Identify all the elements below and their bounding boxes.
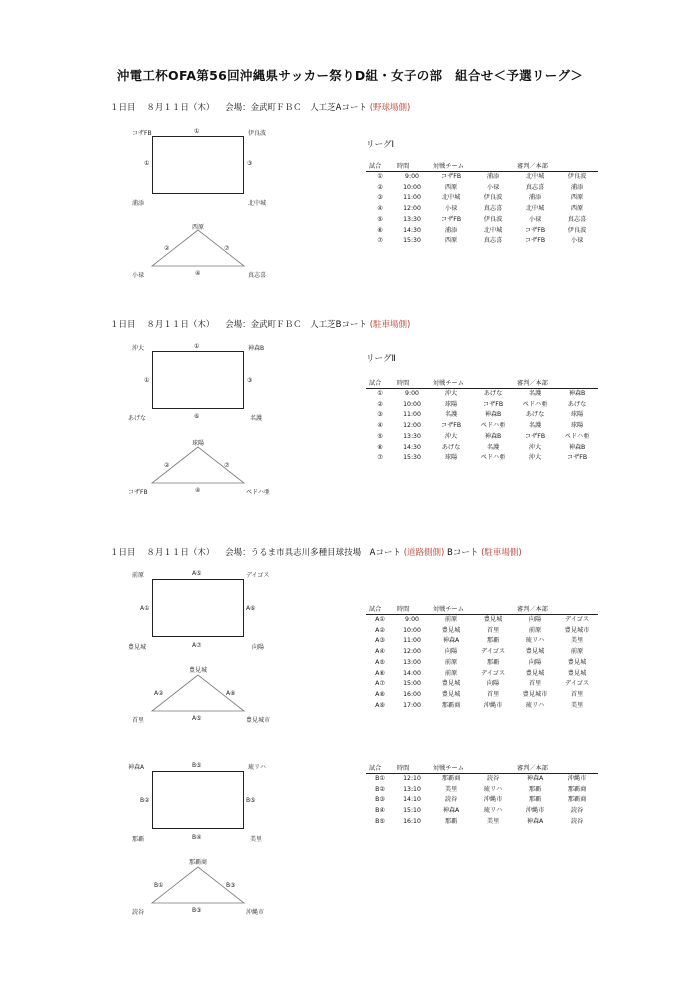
field-corner-br: 北中城 bbox=[248, 200, 267, 207]
field-corner-tr: 伊良波 bbox=[248, 130, 267, 137]
triangle-apex: 那覇商 bbox=[189, 859, 208, 866]
field-corner-br: 美里 bbox=[250, 836, 263, 843]
table-row: A③ 11:00 神森A 那覇 琉リハ 美里 bbox=[375, 637, 584, 645]
field-corner-tl: 神森A bbox=[128, 764, 145, 771]
col-teams: 対戦チーム bbox=[430, 762, 472, 774]
table-row: A⑨ 17:00 那覇商 沖縄市 琉リハ 美里 bbox=[375, 701, 584, 709]
triangle-corner-bl: コザFB bbox=[128, 489, 148, 496]
table-row: A⑧ 16:00 豊見城 首里 豊見城市 首里 bbox=[375, 690, 584, 698]
triangle-edge-left: ② bbox=[164, 245, 170, 252]
triangle-corner-br: 真志喜 bbox=[248, 272, 267, 279]
table-row: A⑥ 14:00 前原 デイゴス 豊見城 豊見城 bbox=[375, 669, 587, 677]
triangle-corner-br: 沖縄市 bbox=[246, 909, 265, 916]
field-edge-top: ① bbox=[194, 128, 200, 135]
triangle-edge-left: ② bbox=[164, 462, 170, 469]
table-row: ④ 12:00 小禄 真志喜 北中城 西原 bbox=[377, 205, 584, 213]
field-box bbox=[152, 136, 244, 194]
table-row: A④ 12:00 向陽 デイゴス 豊見城 前原 bbox=[375, 648, 584, 656]
schedule-table bbox=[366, 603, 598, 711]
date-label: ８月１１日（木） bbox=[146, 320, 215, 330]
triangle-edge-left: B① bbox=[154, 882, 164, 889]
venue-label: 会場：うるま市具志川多種目球技場 Aコート bbox=[225, 548, 401, 558]
venue-label: 会場：金武町ＦＢＣ 人工芝Bコート bbox=[225, 320, 367, 330]
col-time: 時間 bbox=[394, 160, 430, 172]
field-edge-bottom: ⑥ bbox=[194, 413, 200, 420]
date-label: ８月１１日（木） bbox=[146, 103, 215, 113]
field-corner-tl: 前原 bbox=[132, 572, 145, 579]
triangle-edge-bottom: ④ bbox=[195, 487, 201, 494]
field-edge-left: ① bbox=[144, 160, 150, 167]
triangle-corner-bl: 読谷 bbox=[132, 909, 145, 916]
field-box bbox=[152, 579, 244, 637]
section-1-header bbox=[110, 101, 410, 113]
table-row: ⑤ 13:30 沖大 神森B コザFB ペドハ亜 bbox=[377, 432, 590, 440]
col-referee: 審判／本部 bbox=[514, 377, 556, 389]
col-match: 試合 bbox=[366, 160, 394, 172]
venue-extra: Bコート bbox=[447, 548, 479, 558]
col-teams: 対戦チーム bbox=[430, 160, 472, 172]
date-label: ８月１１日（木） bbox=[146, 548, 215, 558]
field-edge-top: B⑤ bbox=[192, 762, 202, 769]
triangle-edge-right: ⑦ bbox=[224, 462, 230, 469]
field-edge-left: A① bbox=[140, 605, 150, 612]
triangle-edge-right: ⑦ bbox=[224, 245, 230, 252]
schedule-table bbox=[366, 377, 598, 464]
field-corner-bl: 豊見城 bbox=[128, 644, 147, 651]
triangle-edge-bottom: B③ bbox=[192, 907, 202, 914]
table-row: B④ 15:10 神森A 琉リハ 沖縄市 読谷 bbox=[375, 807, 584, 815]
table-row: ③ 11:00 北中城 伊良波 浦添 西原 bbox=[377, 194, 584, 202]
col-teams: 対戦チーム bbox=[430, 377, 472, 389]
table-row: A① 9:00 前原 豊見城 向陽 デイゴス bbox=[375, 616, 590, 623]
section-2-header bbox=[110, 318, 410, 330]
venue-note: (駐車場側) bbox=[369, 320, 411, 330]
triangle-edge-bottom: ④ bbox=[195, 270, 201, 277]
table-row: B⑤ 16:10 那覇 美里 神森A 読谷 bbox=[375, 817, 584, 825]
triangle-edge-bottom: A⑤ bbox=[192, 715, 202, 722]
field-corner-bl: 浦添 bbox=[132, 200, 145, 207]
league-title: リーグⅠ bbox=[366, 140, 395, 150]
table-row: ④ 12:00 コザFB ペドハ亜 名護 球陽 bbox=[377, 422, 584, 430]
venue-label: 会場：金武町ＦＢＣ 人工芝Aコート bbox=[225, 103, 367, 113]
triangle-edge-left: A② bbox=[154, 690, 164, 697]
day-label: １日目 bbox=[110, 103, 136, 113]
col-match: 試合 bbox=[366, 603, 394, 615]
field-corner-tl: コザFB bbox=[132, 130, 152, 137]
table-row: A⑤ 13:00 前原 那覇 向陽 豊見城 bbox=[375, 658, 587, 666]
field-edge-top: A⑤ bbox=[192, 570, 202, 577]
col-teams: 対戦チーム bbox=[430, 603, 472, 615]
field-edge-bottom: B④ bbox=[192, 834, 202, 841]
field-edge-right: ③ bbox=[247, 377, 253, 384]
venue-note: (野球場側) bbox=[369, 103, 411, 113]
triangle-edge-right: B③ bbox=[226, 882, 236, 889]
triangle-edge-right: A⑧ bbox=[226, 690, 236, 697]
day-label: １日目 bbox=[110, 320, 136, 330]
field-edge-top: ① bbox=[194, 343, 200, 350]
triangle-apex: 豊見城 bbox=[189, 667, 208, 674]
col-referee: 審判／本部 bbox=[514, 603, 556, 615]
triangle-corner-bl: 首里 bbox=[132, 717, 145, 724]
table-row: ① 9:00 沖大 あげな 名護 神森B bbox=[377, 390, 586, 397]
field-corner-tl: 沖大 bbox=[132, 345, 145, 352]
table-row: ⑥ 14:30 浦添 北中城 コザFB 伊良波 bbox=[377, 226, 587, 234]
field-corner-bl: あげな bbox=[128, 415, 147, 422]
table-row: ⑦ 15:30 西原 真志喜 コザFB 小禄 bbox=[377, 237, 584, 245]
col-time: 時間 bbox=[394, 762, 430, 774]
field-edge-right: ③ bbox=[247, 160, 253, 167]
field-corner-tr: 神森B bbox=[248, 345, 265, 352]
table-row: B② 13:10 美里 琉リハ 那覇 那覇商 bbox=[375, 785, 587, 793]
day-label: １日目 bbox=[110, 548, 136, 558]
venue-note: (道路側側) bbox=[403, 548, 445, 558]
page-title: 沖電工杯OFA第56回沖縄県サッカー祭りD組・女子の部 組合せ＜予選リーグ＞ bbox=[116, 68, 584, 83]
venue-note-2: (駐車場側) bbox=[481, 548, 522, 558]
table-row: B① 12:10 那覇商 読谷 神森A 沖縄市 bbox=[375, 775, 587, 782]
triangle-corner-bl: 小禄 bbox=[132, 272, 145, 279]
field-edge-right: B⑤ bbox=[246, 797, 256, 804]
field-edge-right: A⑥ bbox=[246, 605, 256, 612]
field-edge-bottom: A⑦ bbox=[192, 642, 202, 649]
field-corner-tr: 琉リハ bbox=[248, 764, 266, 771]
col-referee: 審判／本部 bbox=[514, 762, 556, 774]
table-row: ③ 11:00 名護 神森B あげな 球陽 bbox=[377, 411, 584, 419]
table-row: A⑦ 15:00 豊見城 向陽 首里 デイゴス bbox=[375, 680, 590, 688]
field-edge-left: B② bbox=[140, 797, 150, 804]
field-corner-br: 名護 bbox=[250, 415, 263, 422]
section-3-header bbox=[110, 546, 522, 558]
table-row: ① 9:00 コザFB 浦添 北中城 伊良波 bbox=[377, 173, 587, 180]
col-time: 時間 bbox=[394, 377, 430, 389]
field-box bbox=[152, 351, 244, 409]
table-row: ② 10:00 西原 小禄 真志喜 浦添 bbox=[377, 183, 584, 191]
col-match: 試合 bbox=[366, 762, 394, 774]
field-corner-br: 向陽 bbox=[252, 644, 265, 651]
field-corner-tr: デイゴス bbox=[246, 572, 270, 579]
field-corner-bl: 那覇 bbox=[132, 836, 145, 843]
triangle-corner-br: 豊見城市 bbox=[246, 717, 271, 724]
table-row: A② 10:00 豊見城 首里 前原 豊見城市 bbox=[375, 626, 590, 634]
triangle-apex: 西原 bbox=[192, 224, 205, 231]
table-row: ② 10:00 球陽 コザFB ペドハ亜 あげな bbox=[377, 400, 587, 408]
league-title: リーグⅡ bbox=[366, 354, 396, 364]
col-match: 試合 bbox=[366, 377, 394, 389]
col-referee: 審判／本部 bbox=[514, 160, 556, 172]
schedule-table bbox=[366, 762, 598, 828]
field-edge-left: ① bbox=[144, 377, 150, 384]
table-row: ⑦ 15:30 球陽 ペドハ亜 沖大 コザFB bbox=[377, 454, 588, 462]
table-row: ⑤ 13:30 コザFB 伊良波 小禄 真志喜 bbox=[377, 215, 587, 223]
triangle-corner-br: ペドハ亜 bbox=[246, 489, 270, 496]
col-time: 時間 bbox=[394, 603, 430, 615]
table-row: ⑥ 14:30 あげな 名護 沖大 神森B bbox=[377, 443, 586, 451]
triangle-apex: 球陽 bbox=[192, 440, 205, 447]
field-box bbox=[152, 771, 244, 829]
schedule-table bbox=[366, 160, 598, 247]
table-row: B③ 14:10 読谷 沖縄市 那覇 那覇商 bbox=[375, 796, 587, 804]
